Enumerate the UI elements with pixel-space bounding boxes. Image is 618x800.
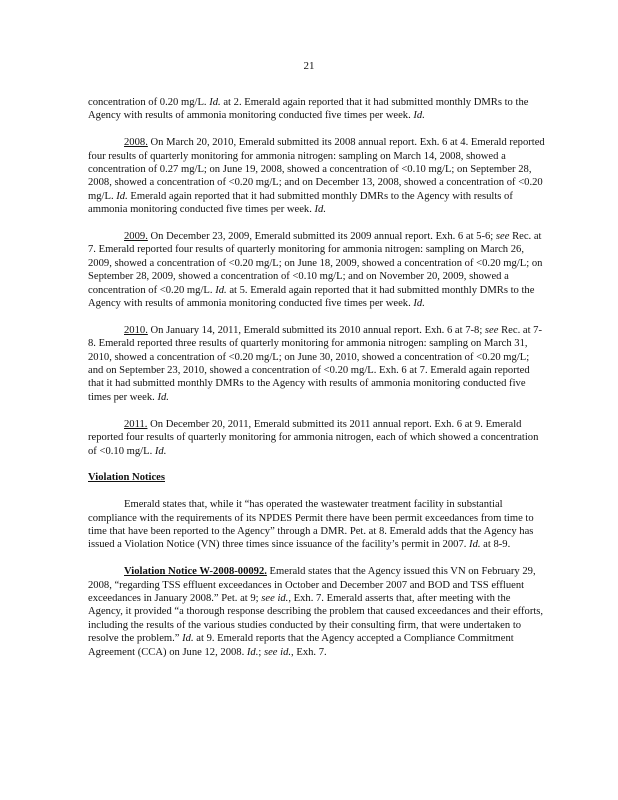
citation: Id. xyxy=(413,298,425,310)
paragraph-continuation xyxy=(88,96,546,123)
text-run: Rec. at 7. Emerald reported four results of quarterly monitoring for ammonia nitrogen: sampling on March 26, 2009, showed a concentration of <0.20 mg/L; on June 18, 2009, showed a concentration of <0.20 mg/L; on September 28, 2009, showed a concentration of <0.10 mg/L; and on November 20, 2009, showed a concentration of <0.20 mg/L. xyxy=(88,231,543,296)
citation: Id. xyxy=(314,204,327,216)
citation: Id. xyxy=(246,646,259,658)
citation-signal: see xyxy=(495,231,510,243)
year-heading: 2010. xyxy=(124,324,148,336)
paragraph-violation-notices xyxy=(88,498,546,552)
citation: Id. xyxy=(116,190,128,202)
text-run: On December 20, 2011, Emerald submitted its 2011 annual report. Exh. 6 at 9. Emerald reported four results of quarterly monitoring for ammonia nitrogen, each of which showed a concentration of <0.10 mg/L. xyxy=(88,418,539,457)
paragraph-2008 xyxy=(88,136,546,216)
citation: Id. xyxy=(157,391,169,403)
citation-signal: see id. xyxy=(261,592,289,604)
citation: Id. xyxy=(469,539,481,551)
paragraph-2010 xyxy=(88,324,546,404)
text-run: Emerald again reported that it had submitted monthly DMRs to the Agency with results of ammonia monitoring conducted five times per week. xyxy=(88,190,513,216)
paragraph-vn-w-2008-00092 xyxy=(88,565,546,659)
text-run: at 2. Emerald again reported that it had submitted monthly DMRs to the Agency with results of ammonia monitoring conducted five times per week. xyxy=(88,97,529,122)
text-run: On January 14, 2011, Emerald submitted its 2010 annual report. Exh. 6 at 7-8; xyxy=(147,324,485,336)
section-heading-violation-notices xyxy=(88,471,546,484)
text-run: concentration of 0.20 mg/L. xyxy=(88,97,210,108)
document-body xyxy=(88,96,546,672)
citation: Id. xyxy=(182,633,194,645)
paragraph-2011 xyxy=(88,418,546,458)
citation: Id. xyxy=(209,97,221,108)
text-run: at 5. Emerald again reported that it had submitted monthly DMRs to the Agency with results of ammonia monitoring conducted five times per week. xyxy=(88,284,535,310)
text-run: Emerald states that, while it “has operated the wastewater treatment facility in substantial compliance with the requirements of its NPDES Permit there have been permit exceedances from time to time that have been reported to the Agency” through a DMR. Pet. at 8. Emerald adds that the Agency has issued a Violation Notice (VN) three times since issuance of the facility’s permit in 2007. xyxy=(88,499,534,551)
text-run: Rec. at 7-8. Emerald reported three results of quarterly monitoring for ammonia nitrogen: sampling on March 31, 2010, showed a concentration of <0.20 mg/L; on June 30, 2010, showed a concentration of <0.20 mg/L; and on September 23, 2010, showed a concentration of <0.20 mg/L. Exh. 6 at 7. Emerald again reported that it had submitted monthly DMRs to the Agency with results of ammonia monitoring conducted five times per week. xyxy=(88,324,542,403)
year-heading: 2008. xyxy=(124,137,148,149)
text-run: at 8-9. xyxy=(480,539,511,551)
text-run: at 9. Emerald reports that the Agency accepted a Compliance Commitment Agreement (CCA) on June 12, 2008. xyxy=(88,633,514,658)
text-run: , Exh. 7. Emerald asserts that, after meeting with the Agency, it provided “a thorough response describing the problem that caused exceedances and their efforts, including the results of the various studies conducted by their consulting firm, that were undertaken to resolve the problem.” xyxy=(88,592,544,645)
section-heading: Violation Notices xyxy=(88,472,165,484)
text-run: ; xyxy=(258,646,264,658)
text-run: , Exh. 7. xyxy=(291,646,327,658)
citation-signal: see id. xyxy=(263,646,292,658)
text-run: On December 23, 2009, Emerald submitted its 2009 annual report. Exh. 6 at 5-6; xyxy=(147,231,496,243)
year-heading: 2011. xyxy=(124,418,148,430)
text-run: On March 20, 2010, Emerald submitted its 2008 annual report. Exh. 6 at 4. Emerald reported four results of quarterly monitoring for ammonia nitrogen: sampling on March 14, 2008, showed a concentration of 0.27 mg/L; on June 19, 2008, showed a concentration of <0.10 mg/L; on September 28, 2008, showed a concentration of <0.20 mg/L; and on December 13, 2008, showed a concentration of <0.20 mg/L. xyxy=(88,137,545,202)
citation-signal: see xyxy=(484,324,499,336)
citation: Id. xyxy=(215,284,227,296)
year-heading: 2009. xyxy=(124,231,148,243)
text-run: Emerald states that the Agency issued this VN on February 29, 2008, “regarding TSS effluent exceedances in October and December 2007 and BOD and TSS effluent exceedances in January 2008.” Pet. at 9; xyxy=(88,566,536,604)
citation: Id. xyxy=(413,110,425,122)
citation: Id. xyxy=(154,445,167,457)
page-number: 21 xyxy=(303,60,315,72)
violation-notice-title: Violation Notice W-2008-00092. xyxy=(124,566,267,578)
paragraph-2009 xyxy=(88,230,546,310)
